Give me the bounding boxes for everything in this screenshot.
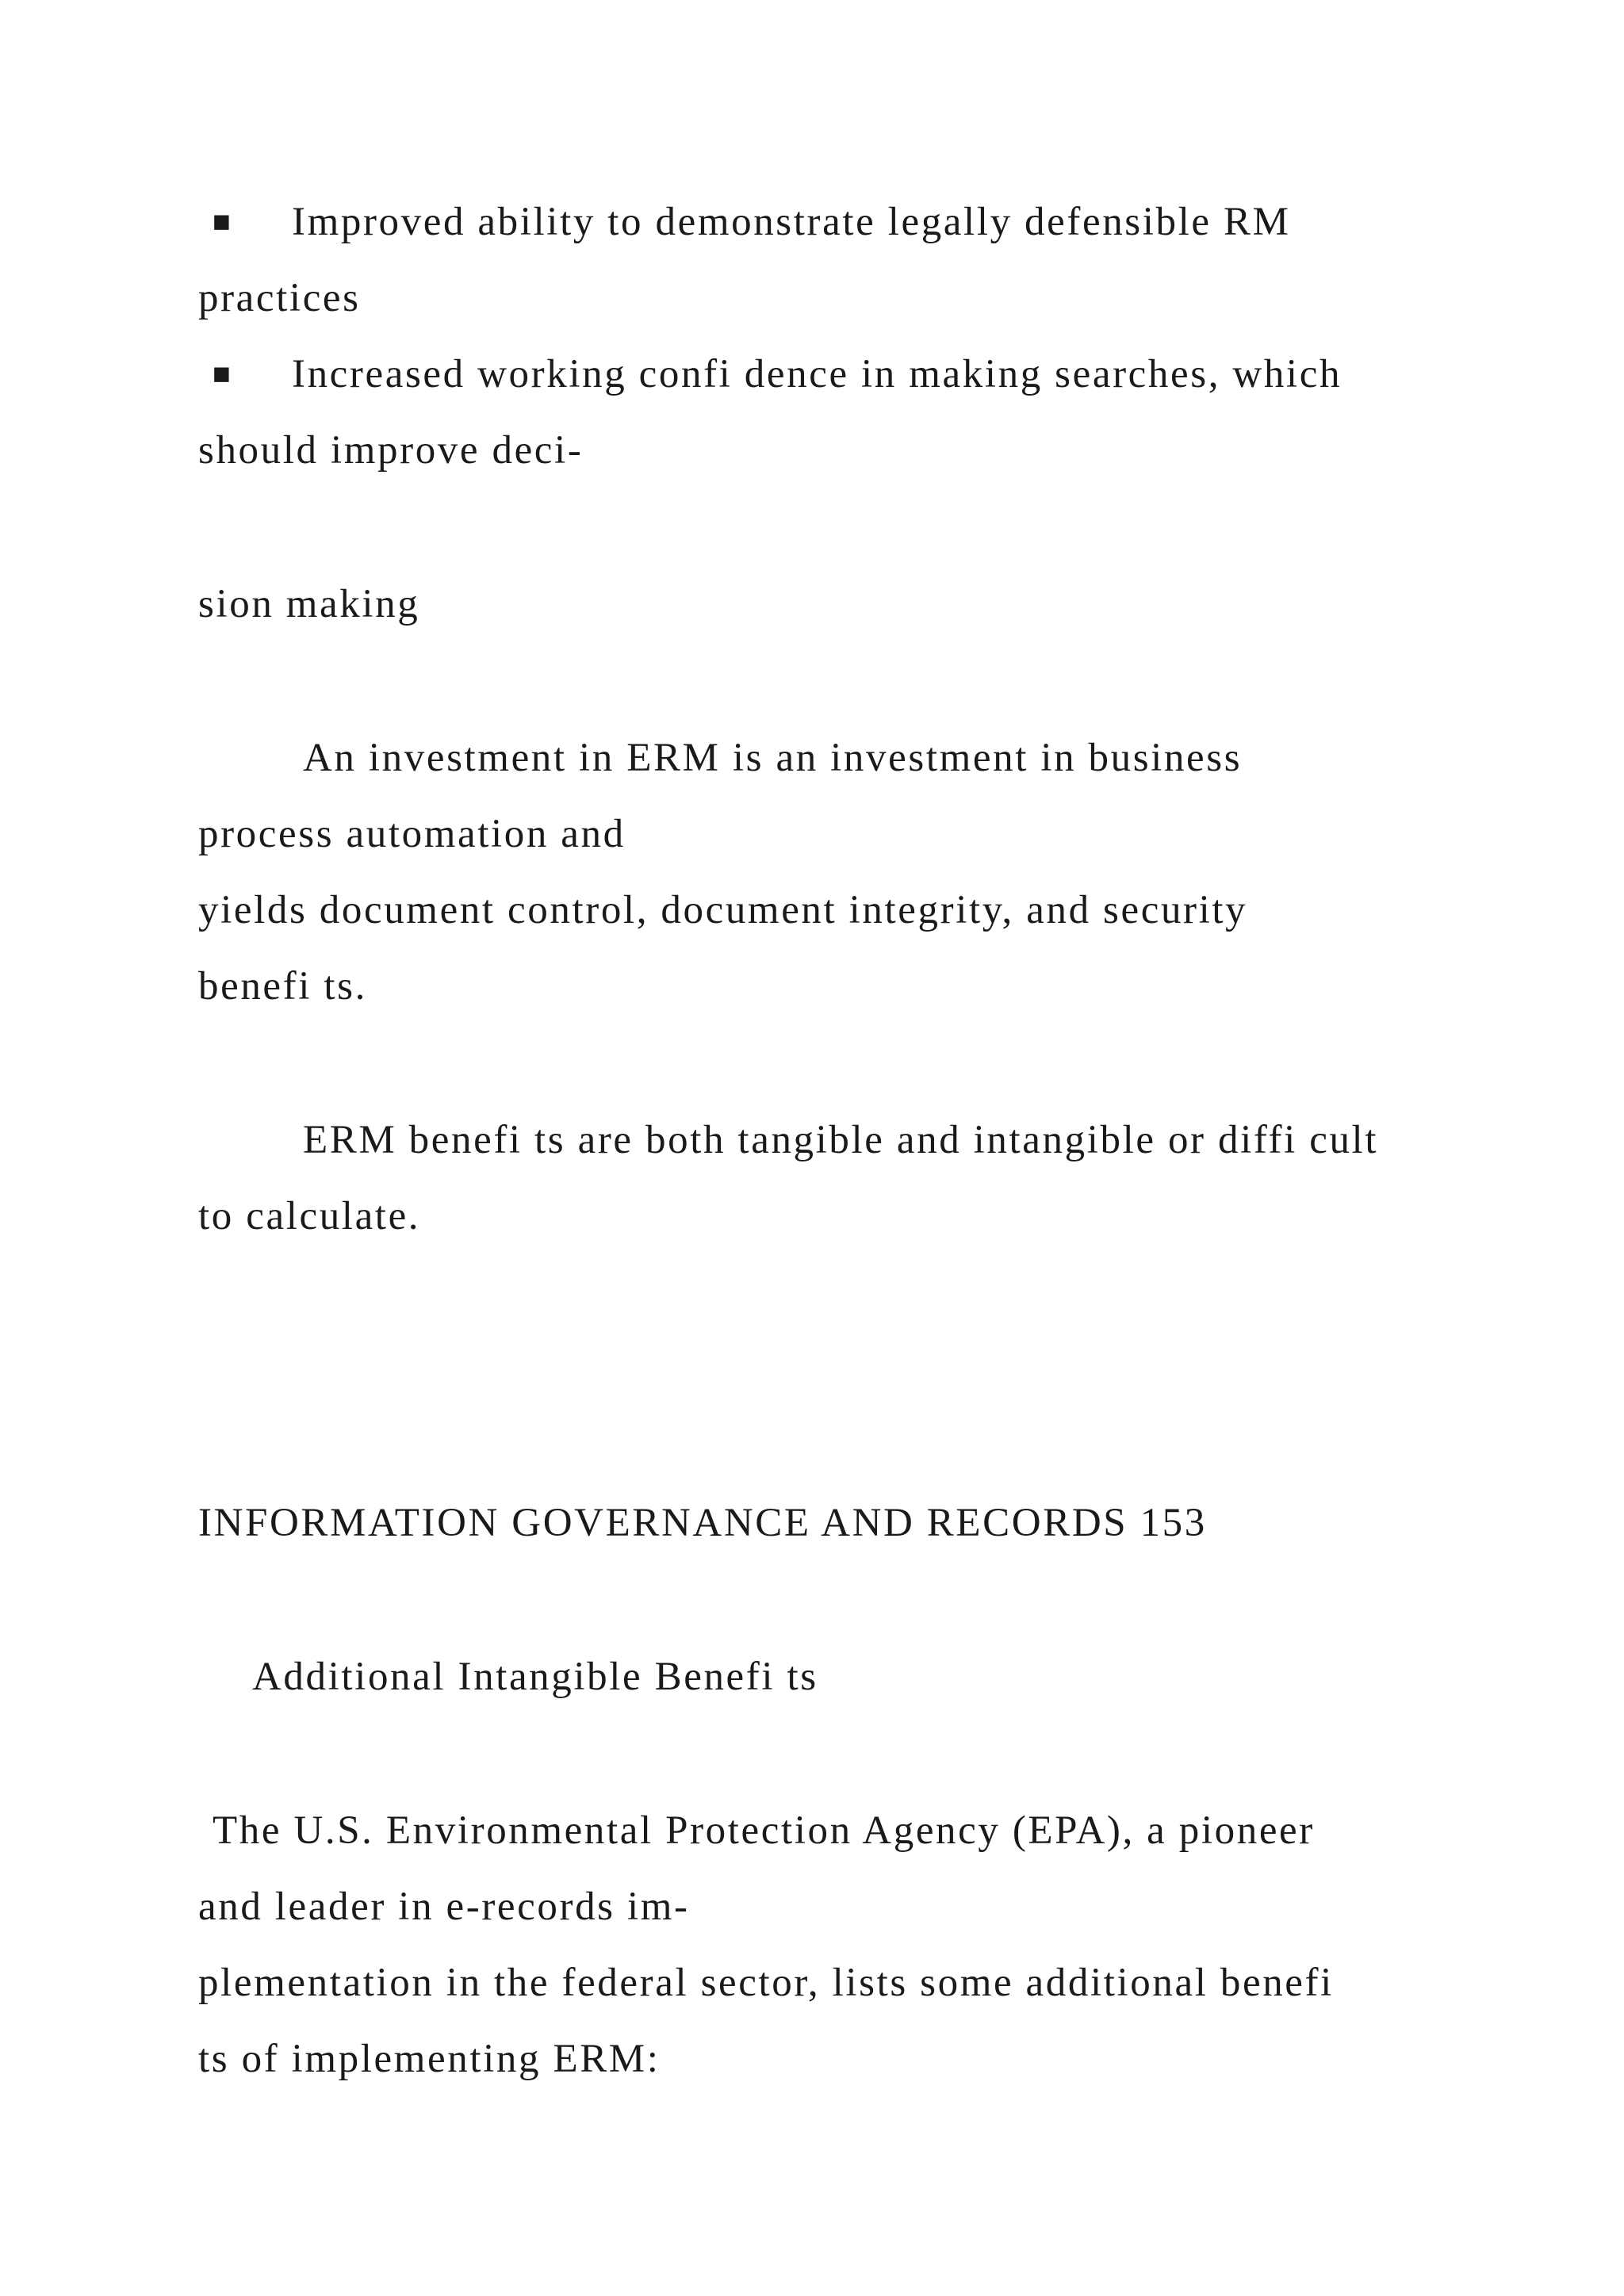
bullet-1-text-line-1: Improved ability to demonstrate legally defensible RM <box>292 200 1291 244</box>
running-header: INFORMATION GOVERNANCE AND RECORDS 153 <box>198 1501 1207 1545</box>
paragraph-2-line-2: to calculate. <box>198 1194 421 1238</box>
paragraph-1-line-4: benefi ts. <box>198 964 367 1008</box>
bullet-icon: ■ <box>213 358 233 391</box>
paragraph-3-line-4: ts of implementing ERM: <box>198 2037 661 2081</box>
bullet-icon: ■ <box>213 205 233 239</box>
bullet-2-text-line-2: should improve deci- <box>198 428 584 473</box>
bullet-1-text-line-2: practices <box>198 276 361 320</box>
bullet-2-text-line-3: sion making <box>198 582 420 626</box>
paragraph-1-line-1: An investment in ERM is an investment in business <box>303 736 1243 780</box>
bullet-item-2 <box>198 354 1342 395</box>
bullet-2-text-line-1: Increased working confi dence in making searches, which <box>292 352 1342 396</box>
paragraph-1-line-3: yields document control, document integrity, and security <box>198 888 1248 932</box>
section-heading: Additional Intangible Benefi ts <box>252 1655 818 1699</box>
paragraph-1-line-2: process automation and <box>198 812 626 856</box>
paragraph-2-line-1: ERM benefi ts are both tangible and intangible or diffi cult <box>303 1118 1379 1162</box>
paragraph-3-line-2: and leader in e-records im- <box>198 1885 690 1929</box>
paragraph-3-line-3: plementation in the federal sector, lists some additional benefi <box>198 1961 1334 2005</box>
bullet-item-1 <box>198 202 1291 243</box>
paragraph-3-line-1: The U.S. Environmental Protection Agency (EPA), a pioneer <box>213 1808 1315 1853</box>
